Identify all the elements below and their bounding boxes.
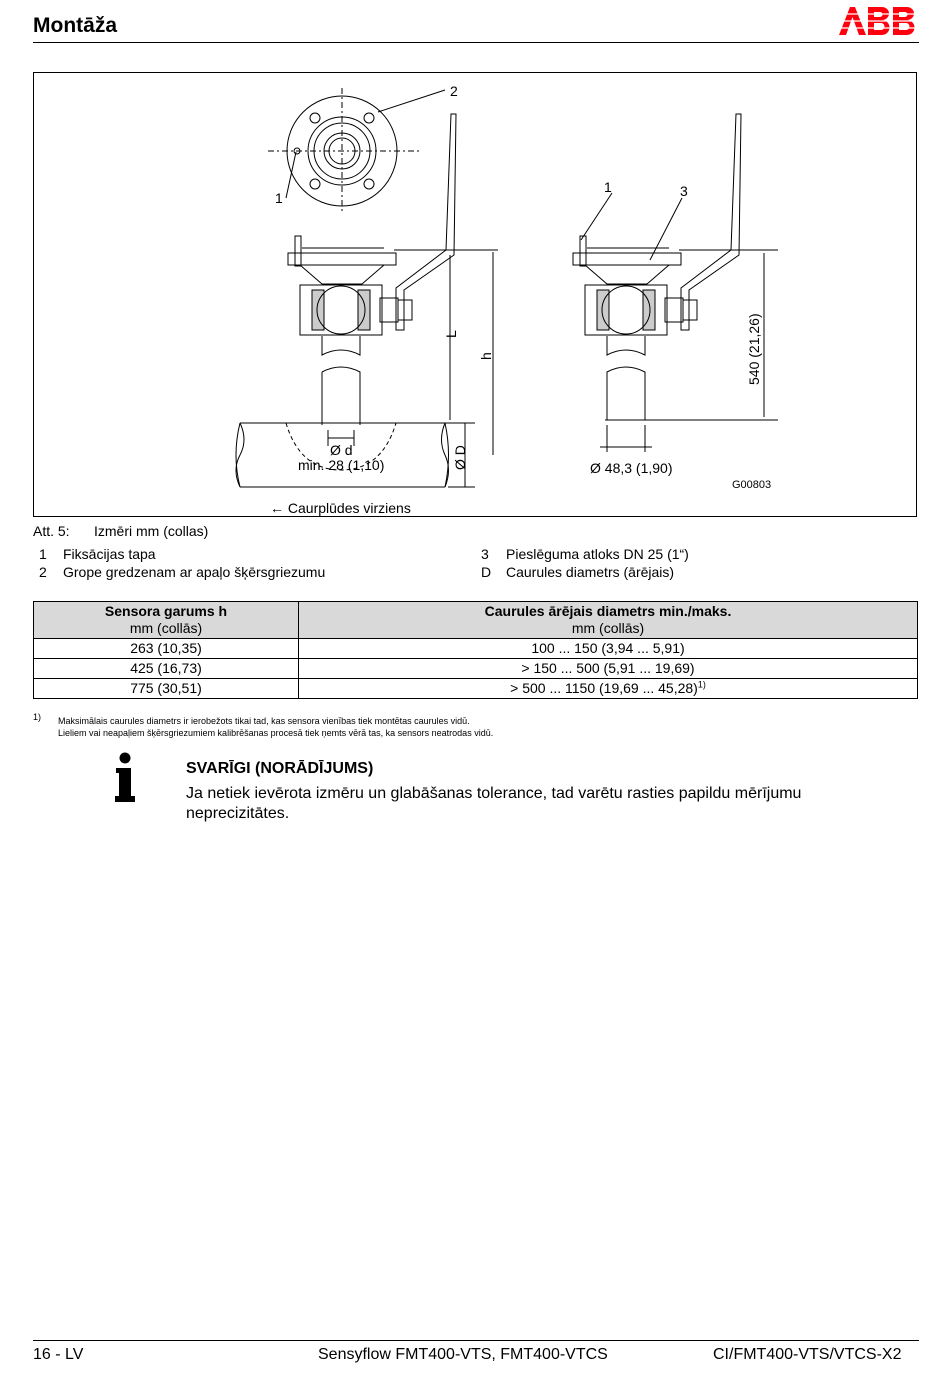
- dim-D: Ø D: [452, 445, 468, 470]
- legend-key: D: [481, 564, 492, 580]
- col1-header: Sensora garums h: [104, 603, 228, 619]
- note-body: Ja netiek ievērota izmēru un glabāšanas tolerance, tad varētu rasties papildu mērījumu neprecizitātes.: [186, 785, 802, 822]
- table-header-sensor-length: [34, 602, 299, 639]
- document-id: CI/FMT400-VTS/VTCS-X2: [713, 1346, 902, 1363]
- dim-h: h: [478, 352, 494, 360]
- table-header-pipe-diameter: [299, 602, 918, 639]
- dimension-drawing: [0, 0, 950, 520]
- dim-L: L: [443, 330, 459, 338]
- left-assembly: [236, 90, 498, 487]
- legend-text: Caurules diametrs (ārējais): [506, 564, 675, 580]
- cell-sensor-length: 263 (10,35): [34, 639, 299, 659]
- col2-header: Caurules ārējais diametrs min./maks.: [484, 603, 732, 619]
- dim-min: min. 28 (1,10): [298, 457, 385, 473]
- cell-pipe-diameter: 100 ... 150 (3,94 ... 5,91): [299, 639, 918, 659]
- table-row: [34, 679, 918, 699]
- page-number: 16 - LV: [33, 1346, 84, 1363]
- info-icon: [113, 752, 137, 804]
- legend-key: 1: [39, 546, 47, 562]
- cell-sensor-length: 425 (16,73): [34, 659, 299, 679]
- footnote-line: Lieliem vai neapaļiem šķērsgriezumiem kalibrēšanas procesā tiek ņemts vērā tas, ka sensors neatrodas vidū.: [58, 728, 494, 738]
- legend-key: 3: [481, 546, 489, 562]
- callout-3: 3: [680, 183, 688, 199]
- figure-caption-number: Att. 5:: [33, 523, 70, 539]
- callout-1-right: 1: [604, 179, 612, 195]
- cell-pipe-diameter: > 150 ... 500 (5,91 ... 19,69): [299, 659, 918, 679]
- flow-direction-label: ← Caurplūdes virziens: [270, 500, 411, 516]
- footnote-ref: 1): [697, 679, 706, 690]
- figure-caption-text: Izmēri mm (collas): [94, 523, 209, 539]
- footnote-mark: 1): [33, 712, 42, 722]
- page-title: Montāža: [33, 14, 117, 37]
- note-title: SVARĪGI (NORĀDĪJUMS): [186, 760, 374, 777]
- dim-outer-pipe: Ø 48,3 (1,90): [590, 460, 673, 476]
- footnote-text: [58, 715, 493, 739]
- col1-unit: mm (collās): [129, 620, 203, 636]
- legend-key: 2: [39, 564, 47, 580]
- table-header-row: [34, 602, 918, 639]
- legend-text: Fiksācijas tapa: [63, 546, 156, 562]
- callout-2: 2: [450, 83, 458, 99]
- product-name: Sensyflow FMT400-VTS, FMT400-VTCS: [318, 1346, 608, 1363]
- callout-1-left: 1: [275, 190, 283, 206]
- legend-text: Pieslēguma atloks DN 25 (1“): [506, 546, 689, 562]
- cell-sensor-length: 775 (30,51): [34, 679, 299, 699]
- col2-unit: mm (collās): [571, 620, 645, 636]
- right-assembly: [573, 114, 778, 452]
- dim-d: Ø d: [330, 442, 353, 458]
- dim-length: 540 (21,26): [746, 313, 762, 385]
- legend-text: Grope gredzenam ar apaļo šķērsgriezumu: [63, 564, 326, 580]
- cell-pipe-diameter: > 500 ... 1150 (19,69 ... 45,28)$^{1)}$: [299, 679, 918, 699]
- footnote-line: Maksimālais caurules diametrs ir ierobežots tikai tad, kas sensora vienības tiek montētas caurules vidū.: [58, 716, 470, 726]
- table-row: [34, 659, 918, 679]
- figure-id: G00803: [732, 479, 772, 491]
- footer-rule: [33, 1340, 919, 1341]
- flange-top-view: [268, 88, 420, 214]
- dimensions-table: [33, 601, 918, 699]
- table-row: [34, 639, 918, 659]
